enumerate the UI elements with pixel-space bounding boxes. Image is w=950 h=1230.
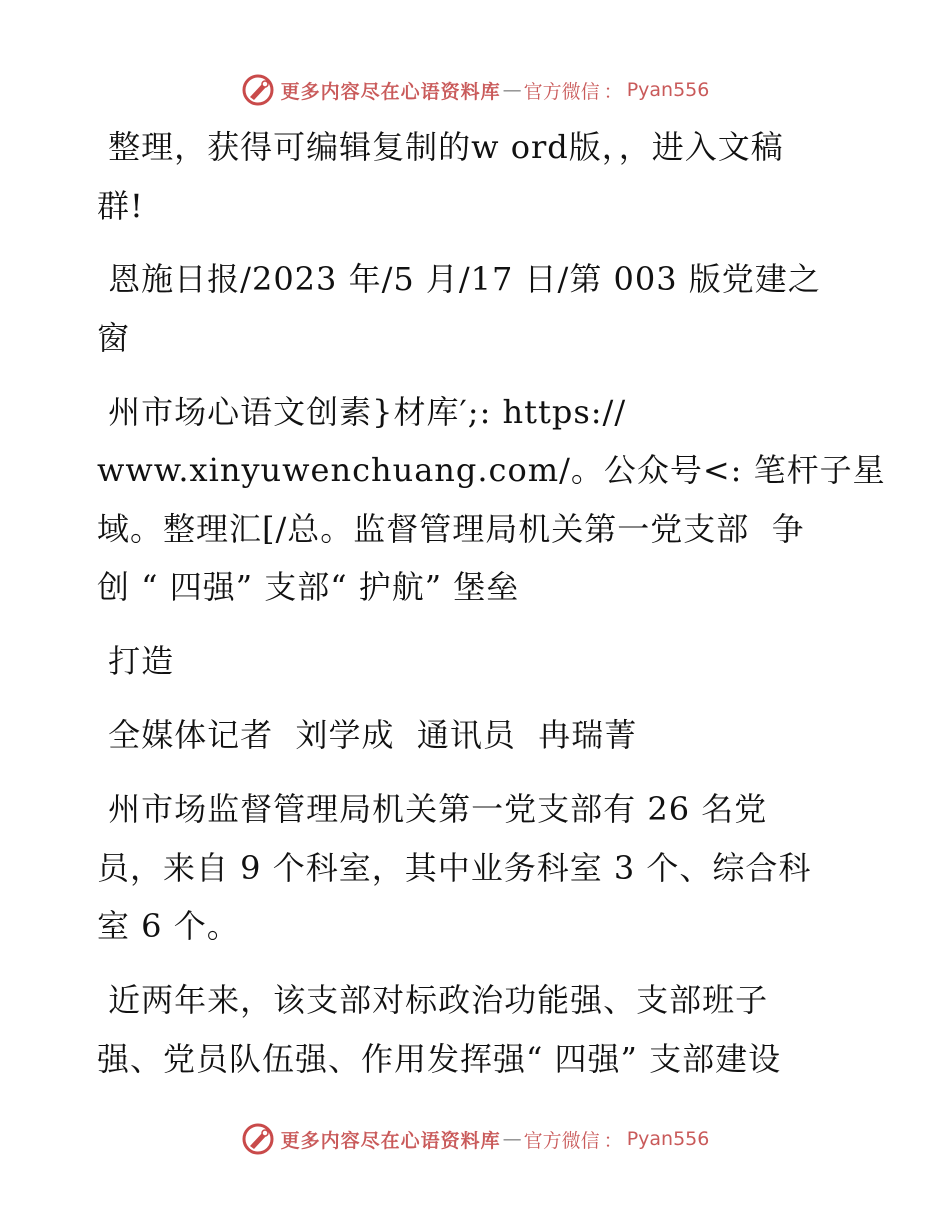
text-line: 创 “ 四强” 支部“ 护航” 堡垒 — [97, 568, 520, 606]
banner-dash: — — [502, 79, 522, 101]
text-line: 打造 — [97, 642, 175, 680]
banner-separator: ： — [603, 1129, 623, 1152]
brand-logo-icon — [241, 1122, 275, 1156]
text-line: www.xinyuwenchuang.com/。公众号<: 笔杆子星 — [97, 451, 886, 489]
banner-account: Pyan556 — [626, 79, 710, 101]
banner-label: 官方微信 — [523, 80, 600, 103]
footer-banner — [0, 1119, 950, 1159]
text-line: 州市场心语文创素}材库′;: https:// — [97, 393, 627, 431]
banner-brand-text: 更多内容尽在心语资料库 — [280, 1129, 501, 1152]
text-line: 窗 — [97, 319, 131, 357]
text-line: 整理，获得可编辑复制的w ord版，，进入文稿 — [97, 128, 784, 166]
brand-logo-icon — [241, 73, 275, 107]
banner-brand-text: 更多内容尽在心语资料库 — [280, 80, 501, 103]
text-line: 全媒体记者 刘学成 通讯员 冉瑞菁 — [97, 716, 638, 754]
text-line: 州市场监督管理局机关第一党支部有 26 名党 — [97, 790, 768, 828]
banner-separator: ： — [603, 80, 623, 103]
text-line: 近两年来，该支部对标政治功能强、支部班子 — [97, 981, 769, 1019]
header-banner — [0, 70, 950, 110]
text-line: 群! — [97, 187, 144, 225]
text-line: 员，来自 9 个科室，其中业务科室 3 个、综合科 — [97, 849, 812, 887]
text-line: 室 6 个。 — [97, 907, 240, 945]
text-line: 强、党员队伍强、作用发挥强“ 四强” 支部建设 — [97, 1040, 782, 1078]
text-line: 域。整理汇[/总。监督管理局机关第一党支部 争 — [97, 510, 805, 548]
banner-account: Pyan556 — [626, 1128, 710, 1150]
banner-label: 官方微信 — [523, 1129, 600, 1152]
text-line: 恩施日报/2023 年/5 月/17 日/第 003 版党建之 — [97, 260, 821, 298]
banner-dash: — — [502, 1128, 522, 1150]
